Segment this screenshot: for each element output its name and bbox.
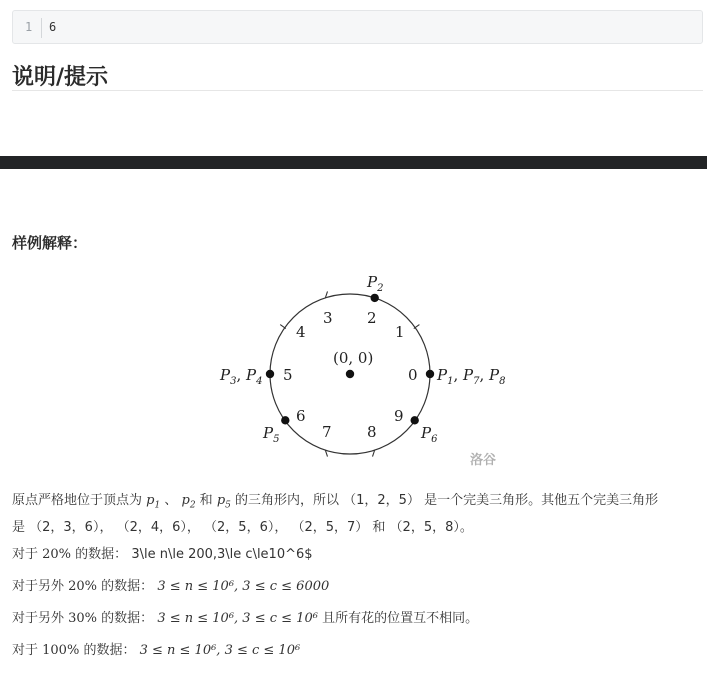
constraint-line-3 bbox=[12, 608, 702, 630]
point-p2 bbox=[371, 294, 379, 302]
label-p5: $P_5$ bbox=[263, 424, 280, 445]
position-label-1: 1 bbox=[395, 323, 405, 341]
line-number: 1 bbox=[25, 20, 33, 34]
sample-output-code-block bbox=[12, 10, 703, 44]
dark-band bbox=[0, 156, 707, 169]
explanation-text: 的三角形内，所以 （1，2，5） 是一个完美三角形。其他五个完美三角形 bbox=[230, 493, 659, 508]
constraint-text: 的数据： bbox=[97, 579, 154, 594]
constraint-text: 对于另外 bbox=[12, 611, 69, 626]
position-label-6: 6 bbox=[296, 407, 306, 425]
constraint-line-1 bbox=[12, 544, 702, 566]
origin-label: (0, 0) bbox=[333, 349, 374, 367]
label-p2: $P_2$ bbox=[367, 273, 384, 294]
constraint-percent: 20% bbox=[42, 547, 72, 562]
position-label-7: 7 bbox=[322, 423, 332, 441]
label-p6: $P_6$ bbox=[421, 424, 438, 445]
explanation-text: 是 （2，3，6）， （2，4，6）， （2，5，6）， （2，5，7） 和 （2，5，8）。 bbox=[12, 519, 473, 535]
position-label-4: 4 bbox=[296, 323, 306, 341]
math-p5: $p_5$ bbox=[216, 493, 231, 511]
section-divider bbox=[12, 90, 703, 91]
constraint-text: 对于 bbox=[12, 643, 43, 658]
constraint-text: 的数据： bbox=[79, 643, 136, 658]
origin-point bbox=[346, 370, 354, 378]
constraint-percent: 30% bbox=[68, 611, 98, 626]
section-title: 说明/提示 bbox=[12, 65, 109, 90]
circle-diagram bbox=[0, 265, 707, 465]
constraint-text: 的数据： bbox=[71, 547, 128, 562]
math-p1: $p_1$ bbox=[146, 493, 161, 511]
line-number-divider bbox=[41, 18, 42, 38]
constraint-math: 3 ≤ n ≤ 10⁶, 3 ≤ c ≤ 10⁶ bbox=[157, 611, 318, 626]
position-label-3: 3 bbox=[323, 309, 333, 327]
code-text: 6 bbox=[49, 20, 57, 34]
position-label-5: 5 bbox=[283, 366, 293, 384]
point-p1-p7-p8 bbox=[426, 370, 434, 378]
constraint-text: 对于另外 bbox=[12, 579, 69, 594]
example-title: 样例解释： bbox=[12, 234, 88, 252]
position-label-0: 0 bbox=[408, 366, 418, 384]
constraint-line-4 bbox=[12, 640, 702, 662]
position-label-8: 8 bbox=[367, 423, 377, 441]
explanation-paragraph bbox=[12, 490, 702, 539]
constraint-percent: 100% bbox=[42, 643, 80, 658]
point-p5 bbox=[281, 416, 289, 424]
constraint-text: 的数据： bbox=[97, 611, 154, 626]
constraint-line-2 bbox=[12, 576, 702, 598]
position-label-2: 2 bbox=[367, 309, 377, 327]
point-p3-p4 bbox=[266, 370, 274, 378]
constraint-math: 3 ≤ n ≤ 10⁶, 3 ≤ c ≤ 10⁶ bbox=[139, 643, 301, 658]
explanation-text: 原点严格地位于顶点为 bbox=[12, 493, 147, 508]
luogu-watermark: 洛谷 bbox=[470, 453, 497, 468]
label-p3-p4: $P_3$, $P_4$ bbox=[220, 366, 263, 387]
constraint-math-raw: 3\le n\le 200,3\le c\le10^6$ bbox=[131, 547, 313, 562]
label-p1-p7-p8: $P_1$, $P_7$, $P_8$ bbox=[437, 366, 506, 387]
constraint-text: 且所有花的位置互不相同。 bbox=[317, 611, 479, 626]
constraint-text: 对于 bbox=[12, 547, 43, 562]
constraint-math: 3 ≤ n ≤ 10⁶, 3 ≤ c ≤ 6000 bbox=[157, 579, 330, 594]
math-p2: $p_2$ bbox=[181, 493, 196, 511]
constraint-percent: 20% bbox=[68, 579, 98, 594]
point-p6 bbox=[411, 416, 419, 424]
explanation-text: 、 bbox=[160, 493, 178, 508]
position-label-9: 9 bbox=[394, 407, 404, 425]
explanation-text: 和 bbox=[195, 493, 217, 508]
